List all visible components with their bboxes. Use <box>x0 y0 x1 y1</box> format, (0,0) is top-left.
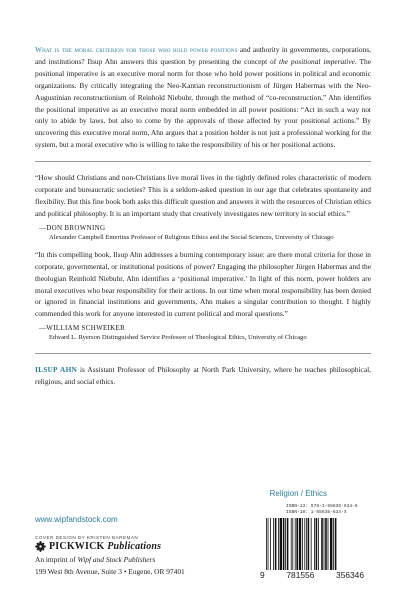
description-text-2: . The positional imperative is an executive moral norm for those who hold power positions in political and economic organizations. By critically integrating the Neo-Kantian reconstructionism of Jürgen Habermas with the Neo-Augustinian reconstructionism of Reinhold Niebuhr, through the method of “co-reconstruction,” Ahn identifies the positional imperative as an executive moral norm embedded in all power positions: “Act in such a way not only to abide by laws, but also to come by the approvals of those affected by your positional actions.” By uncovering this executive moral norm, Ahn argues that a position holder is not just a professional working for the system, but a moral executive who is willing to take the responsibility of his or her positional actions. <box>35 56 371 150</box>
barcode-bar <box>278 518 279 570</box>
publisher-logo <box>35 541 185 553</box>
barcode-bar <box>275 518 277 570</box>
barcode-bar <box>270 518 271 570</box>
endorser-name: —DON BROWNING <box>39 223 106 232</box>
publisher-address: 199 West 8th Avenue, Suite 3 • Eugene, OR 97401 <box>35 566 185 576</box>
endorsement-browning <box>35 172 371 243</box>
isbn-10: ISBN-10: 1-55635-634-X <box>286 510 347 515</box>
barcode-bar <box>304 518 305 570</box>
endorser-name: —WILLIAM SCHWEIKER <box>39 324 126 333</box>
barcode-bar <box>321 518 323 570</box>
endorser-title: Alexander Campbell Emeritus Professor of Religious Ethics and the Social Sciences, University of Chicago <box>49 233 334 241</box>
imprint-line <box>35 554 185 566</box>
endorsement-schweiker <box>35 249 371 343</box>
barcode-bar <box>268 518 269 570</box>
barcode-bar <box>285 518 286 570</box>
divider <box>35 161 371 162</box>
barcode-bar <box>324 518 325 570</box>
barcode-bar <box>287 518 289 570</box>
description-lead: What is the moral criterion for those who hold power positions <box>35 45 238 54</box>
publisher-website: www.wipfandstock.com <box>35 515 118 524</box>
author-bio-text: is Assistant Professor of Philosophy at North Park University, where he teaches philosophical, religious, and social ethics. <box>35 365 371 387</box>
barcode-bar <box>299 518 301 570</box>
barcode-digits <box>260 570 364 582</box>
barcode-bar <box>318 518 319 570</box>
imprint-parent: Wipf and Stock Publishers <box>77 554 156 564</box>
barcode-bar <box>328 518 329 570</box>
barcode-bars <box>266 518 362 570</box>
barcode-bar <box>273 518 274 570</box>
divider <box>35 353 371 354</box>
endorsement-attribution <box>35 323 371 343</box>
category-label: Religion / Ethics <box>269 489 327 498</box>
barcode-bar <box>311 518 312 570</box>
barcode-bar <box>292 518 293 570</box>
barcode-bar <box>314 518 315 570</box>
publisher-name-italic: Publications <box>104 541 162 552</box>
barcode-bar <box>330 518 332 570</box>
barcode-bar <box>325 518 327 570</box>
pickwick-flower-icon <box>35 541 46 552</box>
imprint-prefix: An imprint of <box>35 554 78 564</box>
barcode-bar <box>333 518 334 570</box>
cover-footer <box>35 488 371 588</box>
barcode-bar <box>295 518 296 570</box>
endorsement-quote: “How should Christians and non-Christians live moral lives in the tightly defined roles characteristic of modern corporate and bureaucratic societies? This is a seldom-asked question in our age that celebrates spontaneity and flexibility. But this fine book both asks this difficult question and answers it with the resources of Christian ethics and political philosophy. It is an important study that creatively investigates new territory in social ethics.” <box>35 173 371 218</box>
author-bio <box>35 364 371 388</box>
barcode-bar <box>306 518 307 570</box>
barcode-digit-group-right: 356346 <box>336 570 364 580</box>
endorsement-attribution <box>35 223 371 243</box>
barcode-bar <box>308 518 310 570</box>
publisher-name <box>49 541 161 553</box>
barcode-digit-group-left: 781556 <box>286 570 315 580</box>
description-text-1: and authority in governments, corporations, and institutions? Ilsup Ahn answers this question by presenting the concept of <box>35 45 371 66</box>
barcode-bar <box>296 518 298 570</box>
barcode-bar <box>291 518 292 570</box>
barcode-bar <box>283 518 285 570</box>
barcode-digit-lead: 9 <box>260 570 265 580</box>
book-description <box>35 44 371 151</box>
barcode-bar <box>335 518 337 570</box>
publisher-name-caps: PICKWICK <box>49 541 105 552</box>
publisher-imprint <box>35 541 185 578</box>
endorser-title: Edward L. Ryerson Distinguished Service Professor of Theological Ethics, University of Chicago <box>49 334 307 342</box>
barcode-bar <box>302 518 303 570</box>
isbn-barcode <box>258 504 366 588</box>
barcode-bar <box>316 518 318 570</box>
author-name: ILSUP AHN <box>35 365 78 375</box>
barcode-bar <box>280 518 282 570</box>
endorsement-quote: “In this compelling book, Ilsup Ahn addresses a burning contemporary issue: are there moral criteria for those in corporate, governmental, or institutional positions of power? Engaging the philosopher Jürgen Habermas and the theologian Reinhold Niebuhr, Ahn identifies a ‘positional imperative.’ In light of this norm, power holders are moral executives who bear responsibility for their actions. In our time when moral responsibility has been denied or ignored in financial institutions and governments, Ahn makes a singular contribution to thought. I highly commended this work for anyone interested in current political and moral questions.” <box>35 249 371 319</box>
isbn-13: ISBN-13: 978-1-55635-634-6 <box>286 504 358 509</box>
barcode-bar <box>266 518 267 570</box>
description-italic: the positional imperative <box>279 56 355 66</box>
cover-design-credit: COVER DESIGN BY KRISTEN BAREMAN <box>35 535 139 540</box>
